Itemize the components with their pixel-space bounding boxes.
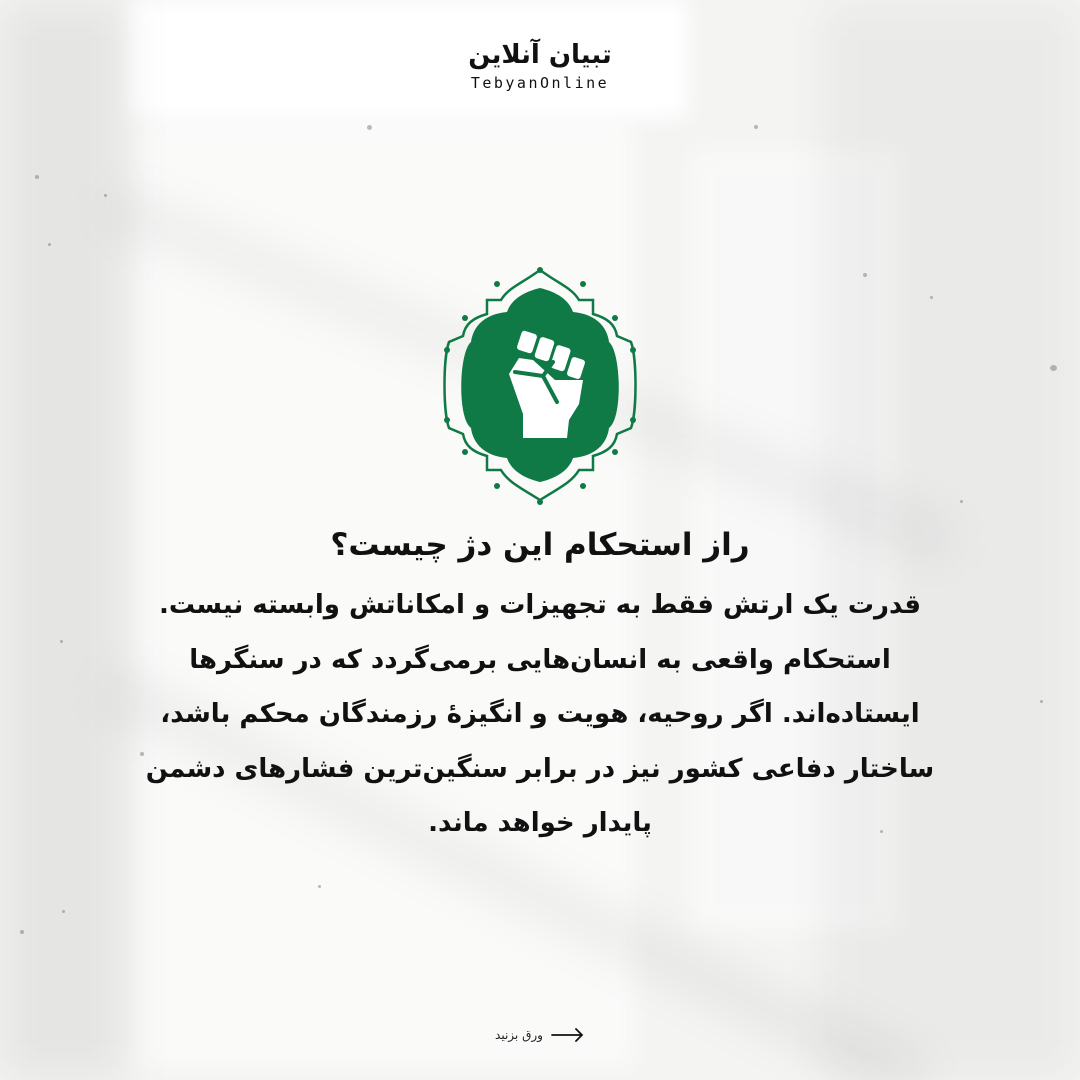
brand-name-english: TebyanOnline [470,74,610,92]
body-paragraph [140,578,940,851]
arrow-right-icon [551,1028,585,1042]
raised-fist-emblem [437,262,643,508]
paragraph-line: استحکام واقعی به انسان‌هایی برمی‌گردد که در سنگرها [189,644,891,675]
brand-name-persian: تبیان آنلاین [468,40,612,70]
page-title: راز استحکام این دژ چیست؟ [330,527,750,563]
paragraph-line: ساختار دفاعی کشور نیز در برابر سنگین‌ترین فشارهای دشمن [145,753,935,784]
swipe-hint[interactable] [0,1028,1080,1042]
paragraph-line: پایدار خواهد ماند. [428,808,652,838]
swipe-label: ورق بزنید [495,1028,543,1042]
brand-logo [0,40,1080,92]
paragraph-line: قدرت یک ارتش فقط به تجهیزات و امکاناتش وابسته نیست. [159,590,921,620]
paragraph-line: ایستاده‌اند. اگر روحیه، هویت و انگیزهٔ رزمندگان محکم باشد، [160,699,920,729]
